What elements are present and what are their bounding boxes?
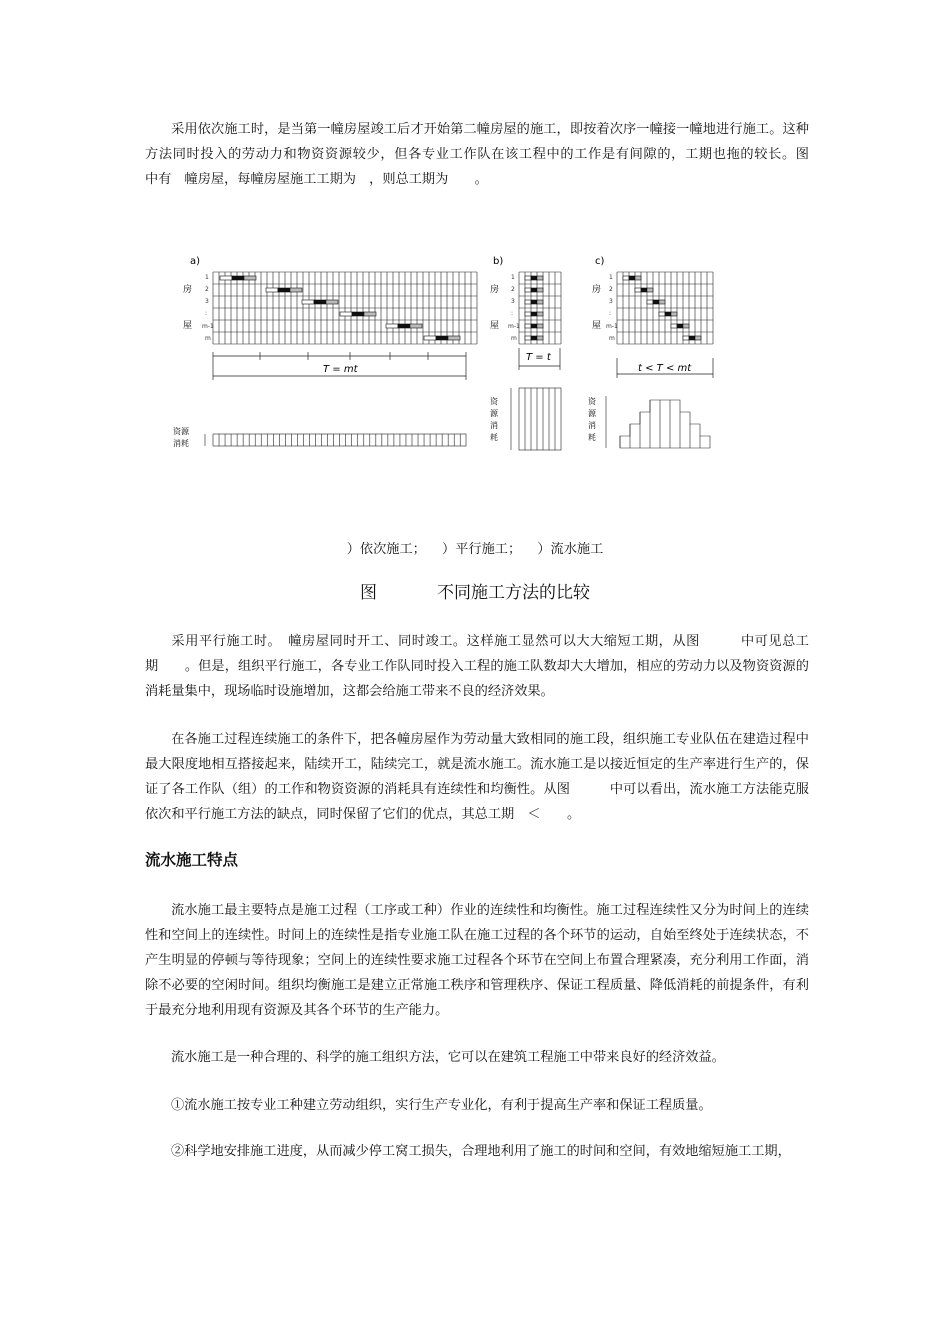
paragraph-flow (145, 727, 809, 827)
paragraph-benefit (145, 1045, 809, 1070)
row-number-2: 2 (205, 286, 209, 293)
grid-parallel (519, 272, 561, 344)
row-label-a-bottom: 屋 (183, 321, 193, 331)
paragraph-point-2-text: ②科学地安排施工进度，从而减少停工窝工损失，合理地利用了施工的时间和空间，有效地缩短施工工期， (171, 1144, 791, 1159)
row-number-m-1: m-1 (202, 323, 214, 330)
paragraph-characteristics-text: 流水施工最主要特点是施工过程（工序或工种）作业的连续性和均衡性。施工过程连续性又分为时间上的连续性和空间上的连续性。时间上的连续性是指专业施工队在施工过程的各个环节的运动，自始至终处于连续状态，不产生明显的停顿与等待现象；空间上的连续性要求施工过程各个环节在空间上布置合理紧凑，充分利用工作面，消除不必要的空闲时间。组织均衡施工是建立正常施工秩序和管理秩序、保证工程质量、降低消耗的前提条件，有利于最充分地利用现有资源及其各个环节的生产能力。 (145, 903, 809, 1018)
section-heading: 流水施工特点 (145, 850, 239, 869)
row-number-c-3: 3 (609, 298, 613, 305)
row-label-a-top: 房 (183, 285, 193, 295)
paragraph-flow-text: 在各施工过程连续施工的条件下，把各幢房屋作为劳动量大致相同的施工段，组织施工专业队伍在建造过程中最大限度地相互搭接起来，陆续开工，陆续完工，就是流水施工。流水施工是以接近恒定的生产率进行生产的，保证了各工作队（组）的工作和物资资源的消耗具有连续性和均衡性。从图 中可以看出，流水施工方法能克服依次和平行施工方法的缺点，同时保留了它们的优点，其总工期 ＜ 。 (145, 732, 809, 822)
resource-label-b (490, 396, 499, 442)
row-number-1: 1 (205, 274, 209, 281)
row-number-b-2: 2 (511, 286, 515, 293)
panel-label-c: c) (595, 256, 605, 267)
resource-chart-flow (606, 396, 710, 448)
row-number-b-3: 3 (511, 298, 515, 305)
paragraph-characteristics (145, 898, 809, 1023)
row-number-m: m (205, 335, 211, 342)
figure-title (0, 578, 950, 603)
formula-sequential: T = mt (323, 364, 358, 375)
grid-flow (617, 272, 713, 344)
panel-label-b: b) (493, 256, 504, 267)
svg-text:耗: 耗 (588, 433, 596, 442)
resource-label-a-2: 消耗 (173, 439, 189, 448)
row-number-c-m: m (609, 335, 615, 342)
figure-title-label: 图 (360, 583, 377, 603)
svg-text:消: 消 (490, 421, 498, 430)
svg-text:源: 源 (588, 409, 596, 418)
paragraph-parallel-text: 采用平行施工时。 幢房屋同时开工、同时竣工。这样施工显然可以大大缩短工期，从图 中可见总工期 。但是，组织平行施工，各专业工作队同时投入工程的施工队数却大大增加，相应的劳动力以及物资资源的消耗量集中，现场临时设施增加，这都会给施工带来不良的经济效果。 (145, 634, 809, 699)
caption-parallel: ）平行施工； (442, 542, 522, 557)
caption-flow: ）流水施工 (537, 542, 604, 557)
svg-text:消: 消 (588, 421, 596, 430)
paragraph-sequential (145, 117, 849, 192)
formula-parallel: T = t (526, 352, 551, 363)
row-label-b-bottom: 屋 (490, 321, 500, 331)
svg-text:耗: 耗 (490, 433, 498, 442)
row-number-b-m: m (511, 335, 517, 342)
paragraph-point-2 (145, 1139, 809, 1164)
row-number-3: 3 (205, 298, 209, 305)
grid-sequential (213, 272, 477, 344)
resource-chart-sequential (205, 434, 466, 446)
row-label-c-bottom: 屋 (592, 321, 602, 331)
row-number-c-2: 2 (609, 286, 613, 293)
row-number-b-dots: : (511, 310, 514, 317)
caption-sequential: ）依次施工； (346, 542, 426, 557)
row-label-b-top: 房 (490, 285, 500, 295)
row-label-c-top: 房 (592, 285, 602, 295)
construction-methods-figure (168, 248, 728, 468)
paragraph-benefit-text: 流水施工是一种合理的、科学的施工组织方法，它可以在建筑工程施工中带来良好的经济效益。 (171, 1050, 725, 1065)
paragraph-sequential-text: 采用依次施工时，是当第一幢房屋竣工后才开始第二幢房屋的施工，即按着次序一幢接一幢地进行施工。这种方法同时投入的劳动力和物资资源较少，但各专业工作队在该工程中的工作是有间隙的，工期也拖的较长。图 中有 幢房屋，每幢房屋施工工期为 ，则总工期为 。 (145, 122, 849, 187)
row-number-c-1: 1 (609, 274, 613, 281)
row-number-b-1: 1 (511, 274, 515, 281)
paragraph-point-1-text: ①流水施工按专业工种建立劳动组织，实行生产专业化，有利于提高生产率和保证工程质量。 (171, 1098, 712, 1113)
svg-text:源: 源 (490, 409, 498, 418)
resource-label-a-1: 资源 (173, 427, 189, 436)
svg-text:资: 资 (490, 397, 498, 406)
resource-label-c (588, 396, 597, 442)
paragraph-point-1 (145, 1093, 809, 1118)
figure-title-text: 不同施工方法的比较 (437, 583, 590, 603)
panel-label-a: a) (190, 256, 201, 267)
paragraph-parallel (145, 629, 809, 704)
formula-flow: t < T < mt (638, 363, 692, 374)
row-number-b-m-1: m-1 (508, 323, 520, 330)
svg-text:资: 资 (588, 397, 596, 406)
row-number-c-m-1: m-1 (606, 323, 618, 330)
row-number-dots: : (205, 310, 208, 317)
resource-chart-parallel (511, 388, 561, 450)
figure-caption-items (0, 538, 950, 557)
row-number-c-dots: : (609, 310, 612, 317)
